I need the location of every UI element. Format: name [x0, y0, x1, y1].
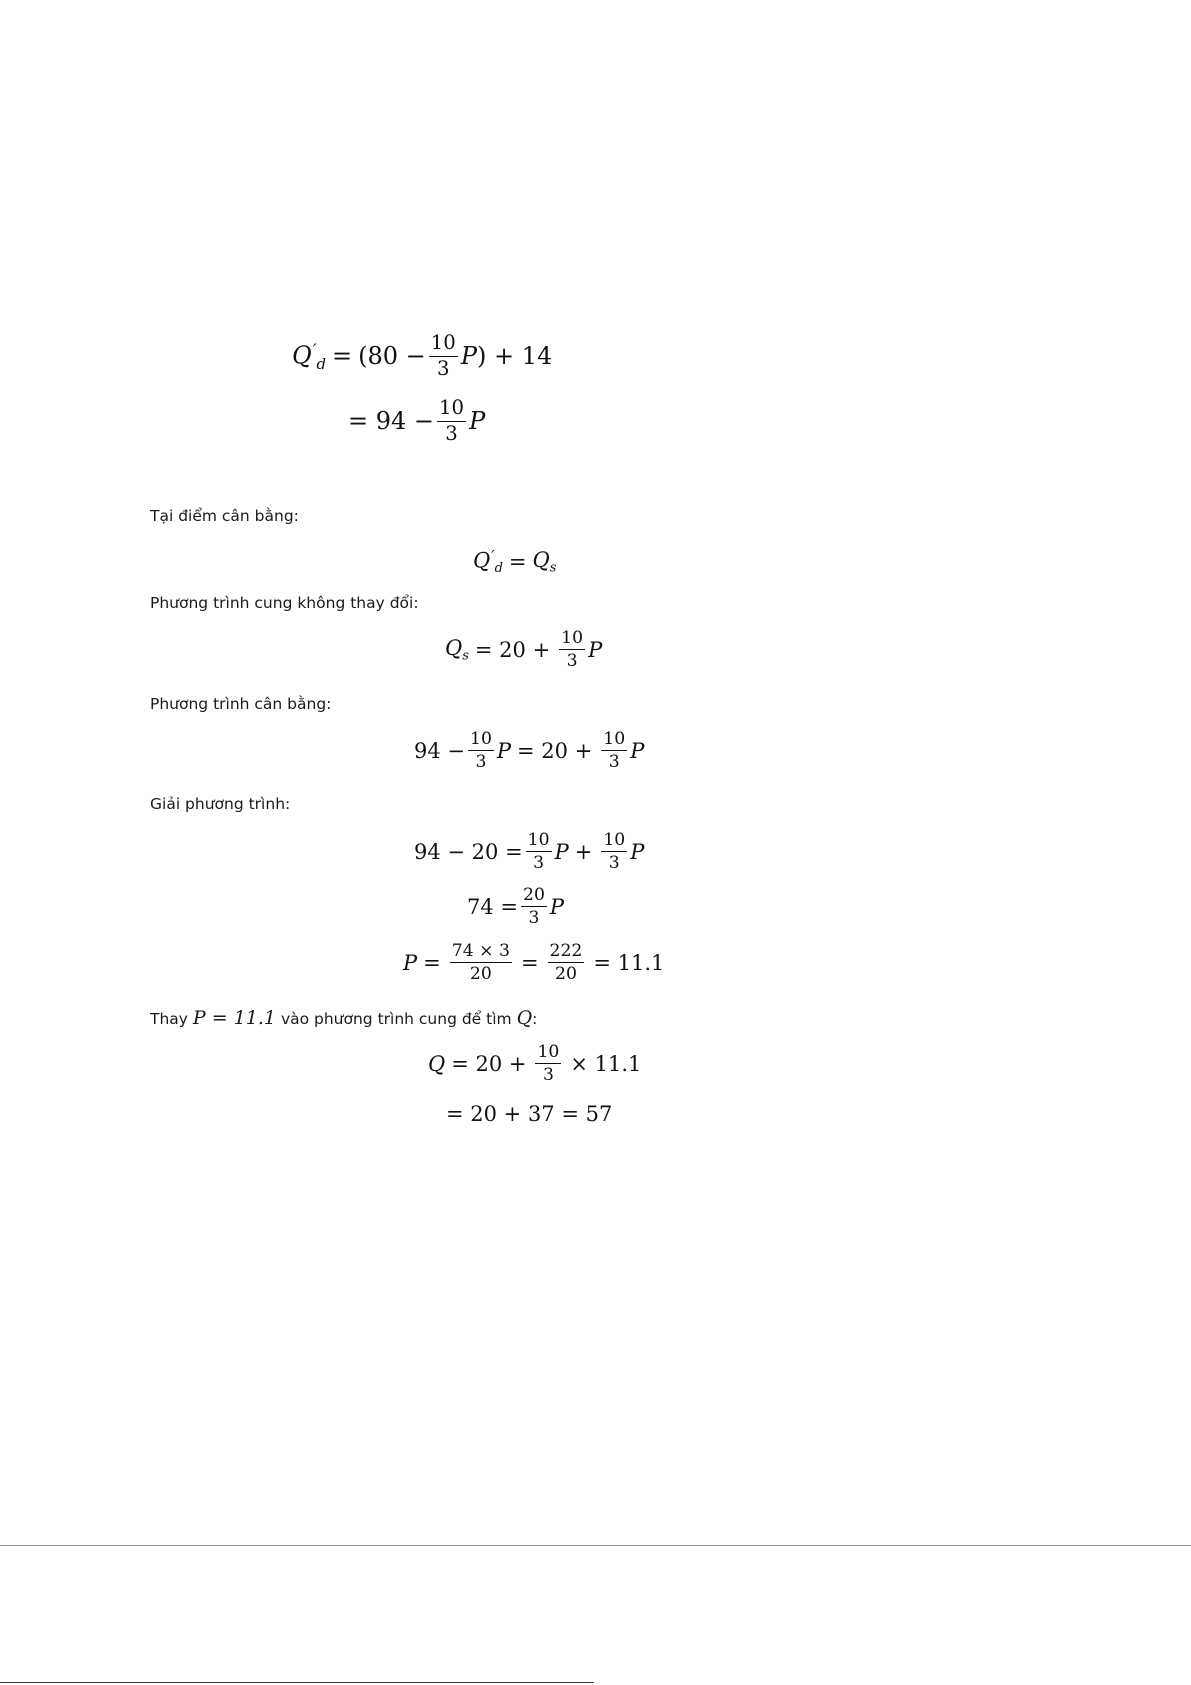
fraction: $\frac{20}{3}$ — [523, 885, 545, 929]
solve-step-1: 94 − 20 = $\frac{10}{3}$ P + $\frac{10}{3}$ P — [414, 830, 645, 874]
fraction: $\frac{10}{3}$ — [603, 830, 626, 874]
equilibrium-equation-text: Phương trình cân bằng: — [150, 695, 332, 713]
quantity-solution-line1: Q = 20 + $\frac{10}{3}$ × 11.1 — [428, 1042, 642, 1086]
supply-equation: $Q_s$ = 20 + $\frac{10}{3}$ P — [445, 628, 603, 672]
solve-step-2: 74 = $\frac{20}{3}$ P — [467, 885, 565, 929]
price-solution: P = $\frac{74 \times 3}{20}$ = $\frac{222}{20}$ = 11.1 — [403, 941, 665, 985]
fraction: $\frac{10}{3}$ — [470, 729, 492, 773]
fraction: $\frac{10}{3}$ — [537, 1042, 560, 1086]
fraction: $\frac{222}{20}$ — [549, 941, 583, 985]
solve-text: Giải phương trình: — [150, 795, 291, 813]
supply-unchanged-text: Phương trình cung không thay đổi: — [150, 594, 419, 612]
fraction: $\frac{10}{3}$ — [527, 830, 550, 874]
qd-symbol: $Q'_d$ — [292, 339, 327, 373]
fraction: $\frac{10}{3}$ — [603, 729, 626, 773]
demand-shift-equation-line2: = 94 − $\frac{10}{3}$ P — [348, 396, 486, 445]
equilibrium-condition-equation: $Q'_d$ = $Q_s$ — [473, 548, 557, 577]
fraction: $\frac{74 \times 3}{20}$ — [451, 941, 510, 985]
substitute-text: Thay P = 11.1 vào phương trình cung để tìm Q: — [150, 1007, 538, 1029]
fraction: $\frac{10}{3}$ — [430, 331, 456, 380]
equilibrium-point-text: Tại điểm cân bằng: — [150, 507, 299, 525]
quantity-solution-line2: = 20 + 37 = 57 — [446, 1102, 613, 1126]
equilibrium-equation: 94 − $\frac{10}{3}$ P = 20 + $\frac{10}{3}$ P — [414, 729, 645, 773]
fraction: $\frac{10}{3}$ — [561, 628, 584, 672]
page-divider — [0, 1545, 1191, 1546]
fraction: $\frac{10}{3}$ — [439, 396, 465, 445]
demand-shift-equation-line1: $Q'_d$ = (80 − $\frac{10}{3}$ P ) + 14 — [292, 331, 553, 380]
footnote-divider — [0, 1682, 594, 1683]
